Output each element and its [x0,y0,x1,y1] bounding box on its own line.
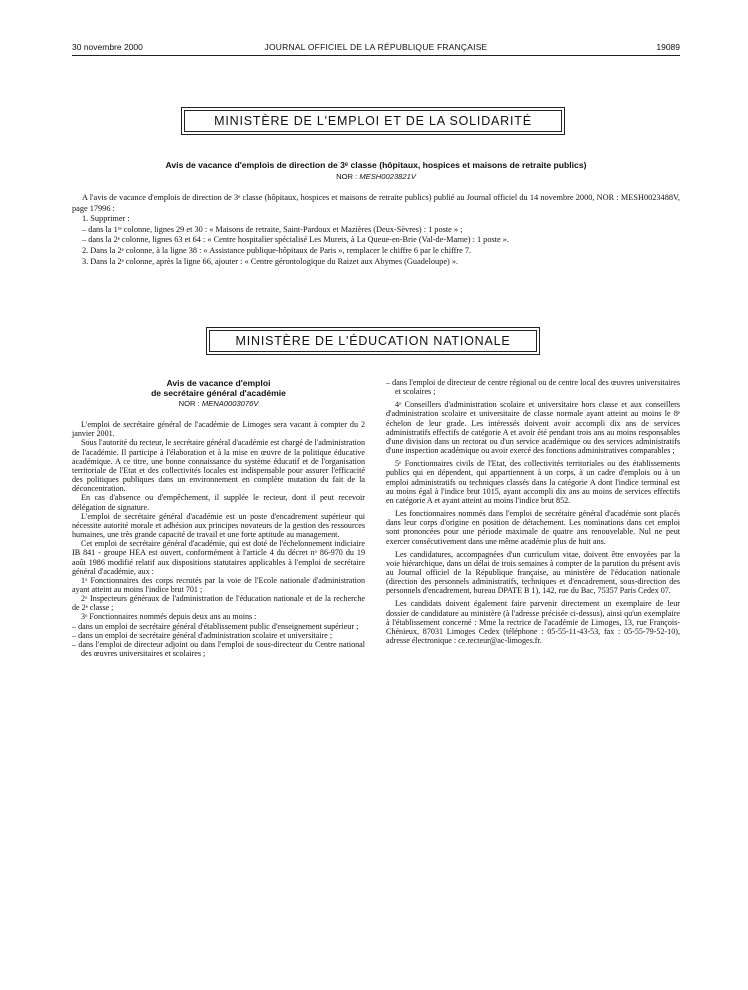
nor-value: MESH0023821V [359,172,416,181]
paragraph: – dans la 1ʳᵉ colonne, lignes 29 et 30 : « Maisons de retraite, Saint-Pardoux et Mazières (Deux-Sèvres) : 1 poste » ; [82,224,463,234]
left-column [72,378,365,658]
paragraph: 1. Supprimer : [82,214,130,224]
nor-reference-2 [72,399,365,408]
header-page-number: 19089 [656,42,680,52]
ministry-box-education: MINISTÈRE DE L'ÉDUCATION NATIONALE [209,330,537,352]
header-journal-title: JOURNAL OFFICIEL DE LA RÉPUBLIQUE FRANÇAISE [264,42,488,52]
notice-title-line2: de secrétaire général d'académie [151,388,286,398]
paragraph: 3. Dans la 2ᵉ colonne, après la ligne 66, ajouter : « Centre gérontologique du Raizet aux Abymes (Guadeloupe) ». [82,256,459,266]
list-item: – dans un emploi de secrétaire général d'administration scolaire et universitaire ; [72,630,333,640]
paragraph: L'emploi de secrétaire général de l'académie de Limoges sera vacant à compter du 2 janvier 2001. [72,420,365,439]
paragraph: 1ᵒ Fonctionnaires des corps recrutés par la voie de l'Ecole nationale d'administration ayant atteint au moins l'indice brut 701 ; [72,575,365,594]
paragraph: 5ᵒ Fonctionnaires civils de l'Etat, des collectivités territoriales ou des établissements publics qui en dépendent, qui appartiennent à un corps, à un cadre d'emplois ou à un emploi administratifs ou techniques classés dans la catégorie A dont l'indice terminal est au moins égal à l'indice brut 1015, ayant accompli dix ans au moins de services effectifs en catégorie A et ayant atteint au moins l'indice brut 852. [386,459,680,505]
paragraph: – dans la 2ᵉ colonne, lignes 63 et 64 : « Centre hospitalier spécialisé Les Murets, à La Queue-en-Brie (Val-de-Marne) : 1 poste ». [82,235,509,245]
nor-label: NOR : [178,399,200,408]
nor-label: NOR : [336,172,358,181]
paragraph: Sous l'autorité du recteur, le secrétaire général d'académie est chargé de l'administration de l'académie. Il participe à l'élaboration et à la mise en œuvre de la politique éducative académique. A ce titre, une bonne connaissance du système éducatif et de l'organisation territoriale de l'Etat et des collectivités locales est indispensable pour assurer l'efficacité des politiques publiques dans un environnement en complète mutation du fait de la déconcentration. [72,438,365,494]
header-rule [72,55,680,56]
right-column [386,378,680,645]
paragraph: En cas d'absence ou d'empêchement, il supplée le recteur, dont il peut recevoir délégation de signature. [72,493,365,512]
paragraph: Les candidatures, accompagnées d'un curriculum vitae, doivent être envoyées par la voie hiérarchique, dans un délai de trois semaines à compter de la parution du présent avis au Journal officiel de la République française, au ministère de l'éducation nationale (direction des personnels administratifs, techniques et d'encadrement, sous-direction des personnels d'encadrement, bureau DPATE B 1), 142, rue du Bac, 75357 Paris Cedex 07. [386,549,680,596]
paragraph: 2. Dans la 2ᵉ colonne, à la ligne 38 : « Assistance publique-hôpitaux de Paris », remplacer le chiffre 6 par le chiffre 7. [82,245,472,255]
ministry-box-emploi: MINISTÈRE DE L'EMPLOI ET DE LA SOLIDARITÉ [184,110,562,132]
nor-value: MENA0003076V [201,399,259,408]
header-date: 30 novembre 2000 [72,42,143,52]
notice-title-line1: Avis de vacance d'emploi [166,378,271,388]
paragraph: 4ᵒ Conseillers d'administration scolaire et universitaire hors classe et aux conseillers d'administration scolaire et universitaire de classe normale ayant atteint au moins le 8ᵉ échelon de leur grade. Les intéressés doivent avoir accompli dix ans de services administratifs effectifs de catégorie A et avoir été pendant trois ans au moins responsables d'une division dans un rectorat ou d'un service académique ou des services administratifs d'une inspection académique ou avoir exercé des fonctions administratives comparables ; [386,400,680,456]
list-item: – dans un emploi de secrétaire général d'établissement public d'enseignement supérieur ; [72,621,359,631]
notice-title-hopitaux: Avis de vacance d'emplois de direction de 3ᵉ classe (hôpitaux, hospices et maisons de retraite publics) [165,160,587,170]
paragraph: Cet emploi de secrétaire général d'académie, qui est doté de l'échelonnement indiciaire IB 841 - groupe HEA est ouvert, conformément à l'article 4 du décret nᵒ 86-970 du 19 août 1986 modifié relatif aux dispositions statutaires applicables à l'emploi de secrétaire général d'académie, aux : [72,539,365,576]
paragraph: Les candidats doivent également faire parvenir directement un exemplaire de leur dossier de candidature au ministère (à l'adresse précisée ci-dessus), ainsi qu'un exemplaire à l'établissement concerné : Mme la rectrice de l'académie de Limoges, 13, rue François-Chénieux, 87031 Limoges Cedex (téléphone : 05-55-11-43-53, fax : 05-55-79-52-10), adresse électronique : ce.recteur@ac-limoges.fr. [386,599,680,646]
paragraph: A l'avis de vacance d'emplois de direction de 3ᵉ classe (hôpitaux, hospices et maisons de retraite publics) publié au Journal officiel du 14 novembre 2000, NOR : MESH0023488V, page 17996 : [72,193,680,213]
list-item: – dans l'emploi de directeur adjoint ou dans l'emploi de sous-directeur du Centre national des œuvres universitaires et scolaires ; [72,639,365,659]
paragraph: 2ᵒ Inspecteurs généraux de l'administration de l'éducation nationale et de la recherche de 2ᵉ classe ; [72,594,365,613]
nor-reference-1 [72,172,680,181]
paragraph: Les fonctionnaires nommés dans l'emploi de secrétaire général d'académie sont placés dans leur corps d'origine en position de détachement. Les nominations dans cet emploi sont prononcées pour une période maximale de quatre ans renouvelable. Nul ne peut exercer consécutivement dans une même académie plus de huit ans. [386,509,680,546]
paragraph: L'emploi de secrétaire général d'académie est un poste d'encadrement supérieur qui nécessite autorité morale et adhésion aux principes novateurs de la gestion des ressources humaines, une très grande capacité de travail et une forte aptitude au management. [72,511,365,540]
paragraph: 3ᵒ Fonctionnaires nommés depuis deux ans au moins : [81,612,257,622]
section1-body [72,193,680,267]
page-header [72,42,680,56]
list-item: – dans l'emploi de directeur de centre régional ou de centre local des œuvres universitaires et scolaires ; [386,378,680,397]
